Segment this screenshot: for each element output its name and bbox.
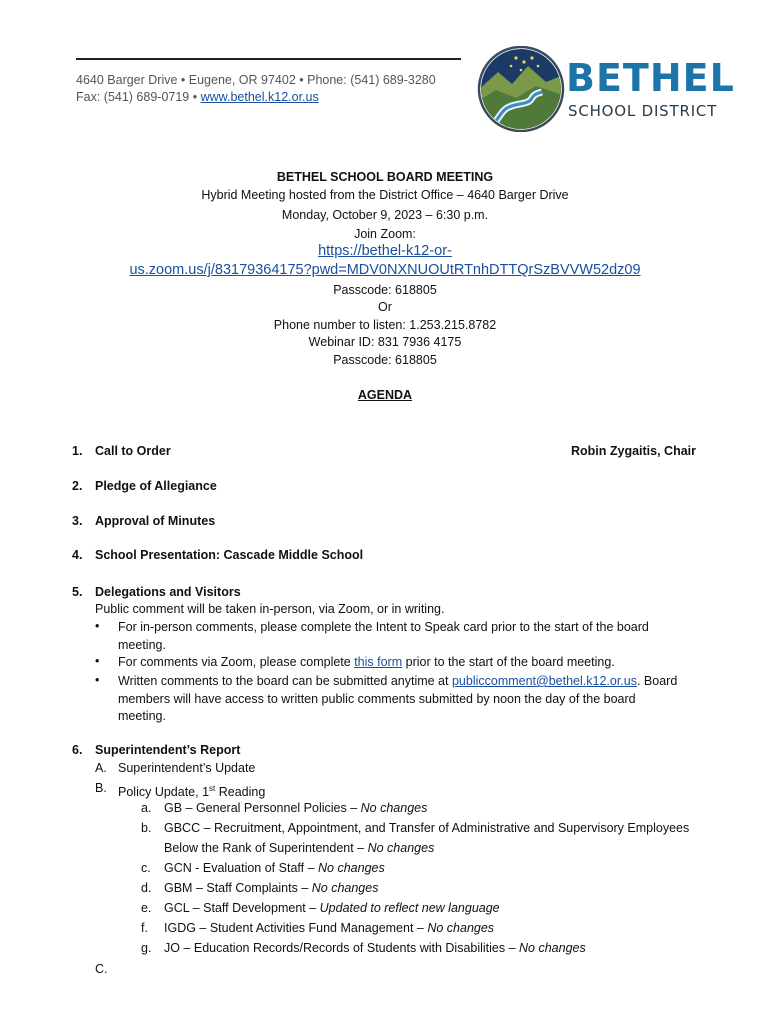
policy-note: No changes bbox=[360, 801, 428, 815]
bullet-text: For comments via Zoom, please complete bbox=[118, 655, 355, 669]
agenda-item-1 bbox=[72, 444, 171, 458]
policy-text: GBM – Staff Complaints – bbox=[164, 881, 312, 895]
meeting-title: BETHEL SCHOOL BOARD MEETING bbox=[276, 170, 494, 184]
policy-line-2 bbox=[164, 840, 689, 858]
website-link[interactable]: www.bethel.k12.or.us bbox=[200, 90, 319, 104]
agenda-heading-text: AGENDA bbox=[357, 388, 413, 402]
policy-label: b. bbox=[141, 821, 152, 835]
policy-text: GB – General Personnel Policies – bbox=[164, 801, 361, 815]
item-title: School Presentation: Cascade Middle School bbox=[95, 548, 364, 562]
policy-gbcc bbox=[164, 820, 689, 857]
bullet-text: . Board bbox=[636, 674, 678, 688]
policy-label: c. bbox=[141, 861, 151, 875]
policy-update-sup: st bbox=[209, 784, 216, 793]
item-number: 6. bbox=[72, 743, 83, 757]
policy-text: JO – Education Records/Records of Students with Disabilities – bbox=[164, 941, 520, 955]
meeting-datetime: Monday, October 9, 2023 – 6:30 p.m. bbox=[281, 208, 489, 222]
item-number: 5. bbox=[72, 585, 83, 599]
address-line: 4640 Barger Drive • Eugene, OR 97402 • Phone: (541) 689-3280 bbox=[76, 73, 436, 87]
bullet-line: members will have access to written public comments submitted by noon the day of the board bbox=[118, 691, 636, 706]
join-zoom-label: Join Zoom: bbox=[354, 227, 416, 241]
policy-note: No changes bbox=[311, 881, 379, 895]
policy-gbm bbox=[164, 880, 378, 898]
item-number: 4. bbox=[72, 548, 83, 562]
bullet-line: For in-person comments, please complete the Intent to Speak card prior to the start of the board bbox=[118, 620, 649, 634]
item-number: 2. bbox=[72, 479, 83, 493]
public-comment-intro: Public comment will be taken in-person, via Zoom, or in writing. bbox=[95, 602, 445, 616]
agenda-item-6 bbox=[72, 743, 240, 757]
agenda-item-5 bbox=[72, 585, 241, 599]
policy-igdg bbox=[164, 920, 494, 938]
policy-label: d. bbox=[141, 881, 152, 895]
policy-update bbox=[118, 780, 265, 802]
bullet-icon: • bbox=[95, 673, 100, 687]
policy-text: Below the Rank of Superintendent – bbox=[164, 840, 368, 855]
zoom-link-line-1 bbox=[0, 243, 770, 259]
brand-name: BETHEL bbox=[566, 56, 735, 100]
policy-update-text: Policy Update, 1 bbox=[118, 785, 210, 800]
bullet-text: Written comments to the board can be submitted anytime at bbox=[118, 674, 452, 688]
agenda-item-4 bbox=[72, 548, 363, 562]
policy-gcn bbox=[164, 860, 385, 878]
this-form-link[interactable]: this form bbox=[354, 655, 403, 669]
phone-number: Phone number to listen: 1.253.215.8782 bbox=[273, 318, 497, 332]
header-rule bbox=[76, 58, 461, 60]
bullet-text: prior to the start of the board meeting. bbox=[402, 655, 615, 669]
item-title: Approval of Minutes bbox=[95, 514, 216, 528]
sub-item-label: C. bbox=[95, 962, 108, 976]
item-title: Delegations and Visitors bbox=[95, 585, 241, 599]
chair-name: Robin Zygaitis, Chair bbox=[570, 444, 696, 458]
bullet-line: meeting. bbox=[118, 709, 166, 723]
policy-note: Updated to reflect new language bbox=[319, 901, 500, 915]
policy-note: No changes bbox=[318, 861, 385, 875]
agenda-heading bbox=[0, 388, 770, 402]
bullet-in-person bbox=[118, 619, 649, 654]
sub-item-label: B. bbox=[95, 781, 107, 795]
zoom-link-line-2 bbox=[0, 262, 770, 278]
meeting-location: Hybrid Meeting hosted from the District Office – 4640 Barger Drive bbox=[201, 188, 569, 202]
policy-label: f. bbox=[141, 921, 148, 935]
bullet-written bbox=[118, 673, 677, 726]
sub-item-label: A. bbox=[95, 761, 107, 775]
bullet-icon: • bbox=[95, 654, 100, 668]
district-logo bbox=[476, 46, 566, 132]
policy-label: a. bbox=[141, 801, 152, 815]
item-number: 3. bbox=[72, 514, 83, 528]
policy-label: e. bbox=[141, 901, 152, 915]
fax-text: Fax: (541) 689-0719 • bbox=[76, 90, 201, 104]
policy-note: No changes bbox=[519, 941, 586, 955]
policy-text: IGDG – Student Activities Fund Management – bbox=[164, 921, 428, 935]
policy-label: g. bbox=[141, 941, 152, 955]
zoom-link-part-2[interactable]: us.zoom.us/j/83179364175?pwd=MDV0NXNUOUtRTnhDTTQrSzBVVW52dz09 bbox=[129, 262, 641, 278]
passcode-1: Passcode: 618805 bbox=[333, 283, 437, 297]
policy-text: GCL – Staff Development – bbox=[164, 901, 320, 915]
brand-subtitle: SCHOOL DISTRICT bbox=[568, 102, 718, 120]
item-title: Superintendent’s Report bbox=[95, 743, 241, 757]
district-address bbox=[76, 72, 436, 106]
bullet-line bbox=[118, 673, 677, 691]
policy-text: GBCC – Recruitment, Appointment, and Transfer of Administrative and Supervisory Employees bbox=[164, 821, 690, 835]
policy-update-text: Reading bbox=[215, 785, 266, 800]
bullet-icon: • bbox=[95, 619, 100, 633]
bullet-line: meeting. bbox=[118, 637, 166, 652]
fax-line bbox=[76, 89, 436, 106]
item-title: Pledge of Allegiance bbox=[95, 479, 217, 493]
policy-note: No changes bbox=[427, 921, 495, 935]
item-number: 1. bbox=[72, 444, 83, 458]
bullet-zoom bbox=[118, 654, 615, 672]
passcode-2: Passcode: 618805 bbox=[333, 353, 437, 367]
policy-jo bbox=[164, 940, 586, 958]
zoom-link-part-1[interactable]: https://bethel-k12-or- bbox=[318, 243, 452, 259]
webinar-id: Webinar ID: 831 7936 4175 bbox=[308, 335, 462, 349]
agenda-item-3 bbox=[72, 514, 215, 528]
public-comment-email-link[interactable]: publiccomment@bethel.k12.or.us bbox=[451, 674, 637, 688]
policy-note: No changes bbox=[367, 840, 435, 855]
or-text: Or bbox=[378, 300, 392, 314]
policy-gb bbox=[164, 800, 427, 818]
policy-text: GCN - Evaluation of Staff – bbox=[164, 861, 319, 875]
agenda-item-2 bbox=[72, 479, 217, 493]
policy-gcl bbox=[164, 900, 500, 918]
superintendent-update: Superintendent’s Update bbox=[118, 761, 256, 775]
item-title: Call to Order bbox=[95, 444, 171, 458]
